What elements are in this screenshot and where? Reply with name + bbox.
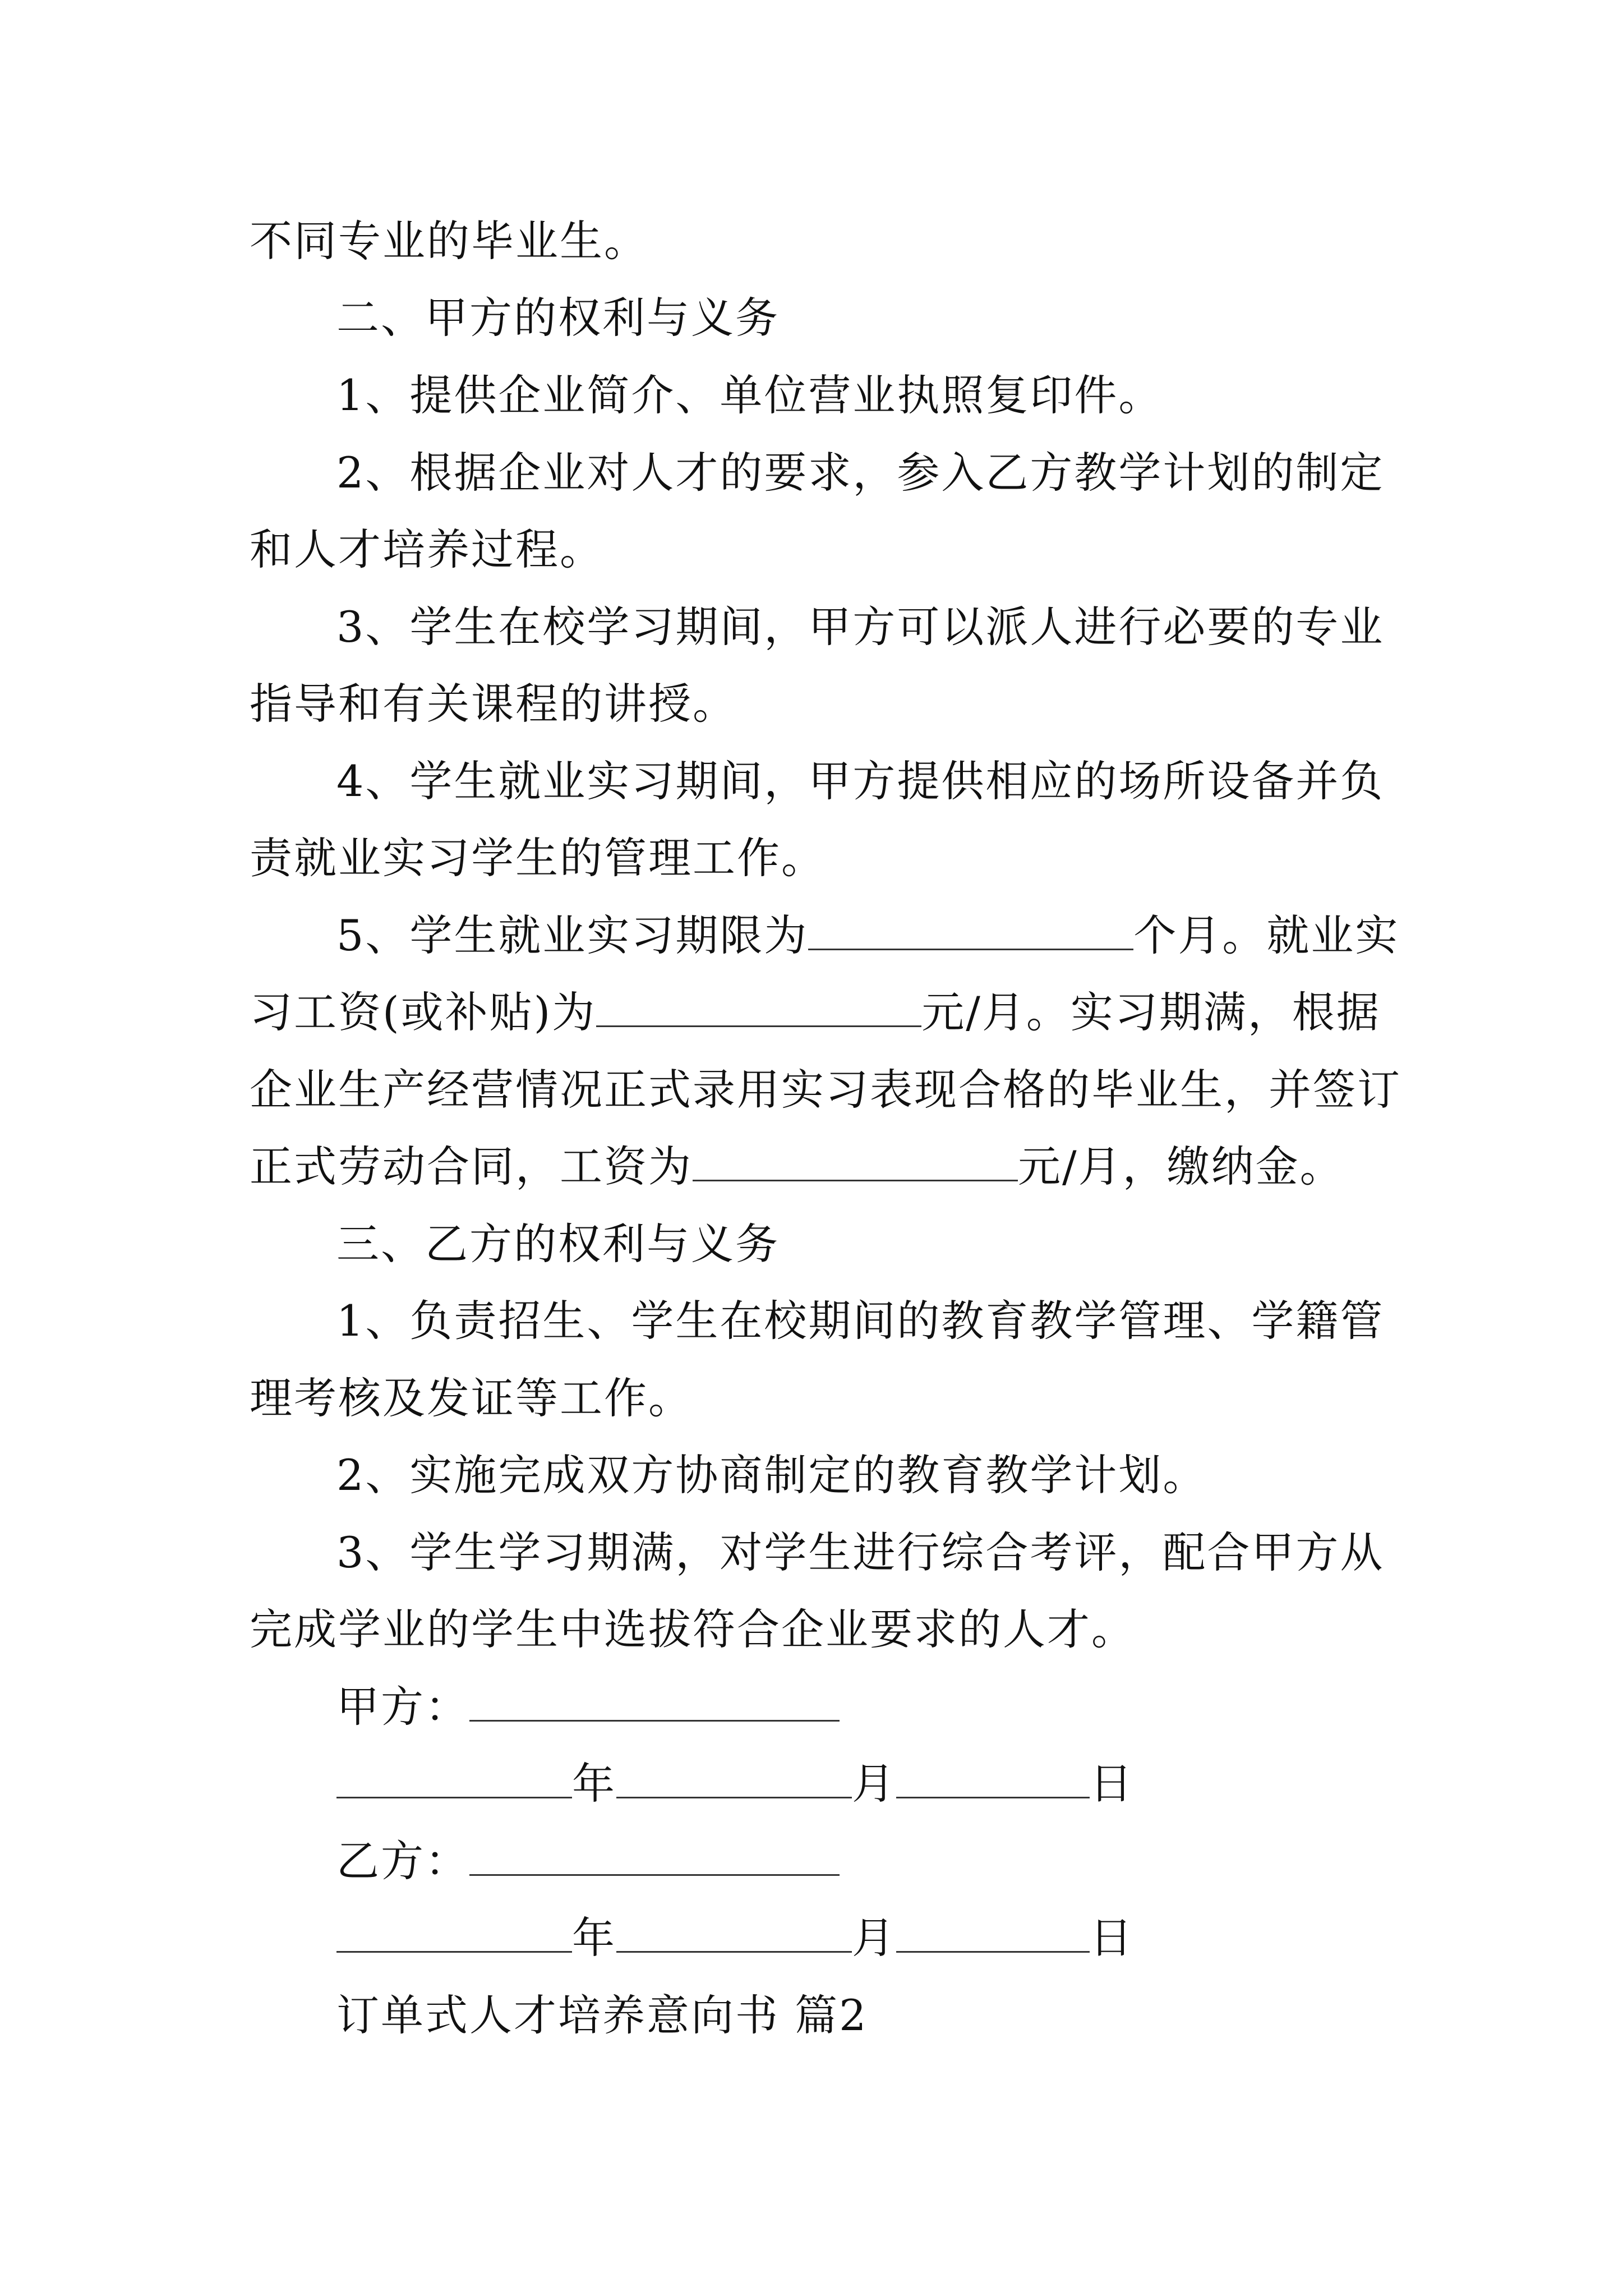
month-label: 月 — [852, 1759, 896, 1809]
item5-text: 5、学生就业实习期限为 — [336, 910, 809, 960]
party-b-signature-line — [336, 1833, 840, 1889]
paragraph-line: 指导和有关课程的讲授。 — [250, 679, 737, 729]
paragraph-line: 3、学生学习期满，对学生进行综合考评，配合甲方从 — [336, 1527, 1385, 1577]
party-b-date-line — [336, 1910, 1134, 1966]
paragraph-line: 责就业实习学生的管理工作。 — [250, 833, 826, 883]
party-b-month-blank[interactable] — [616, 1912, 852, 1953]
party-b-signature-blank[interactable] — [469, 1835, 840, 1876]
year-label: 年 — [572, 1913, 616, 1963]
item5-text: 正式劳动合同，工资为 — [250, 1142, 693, 1191]
day-label: 日 — [1090, 1759, 1134, 1809]
paragraph-line — [250, 984, 1381, 1041]
item5-text: 个月。就业实 — [1133, 910, 1400, 960]
section-heading-party-b: 三、乙方的权利与义务 — [336, 1219, 780, 1269]
party-a-label: 甲方： — [336, 1682, 469, 1732]
item5-text: 习工资(或补贴)为 — [250, 987, 597, 1037]
paragraph-line: 企业生产经营情况正式录用实习表现合格的毕业生，并签订 — [250, 1065, 1401, 1115]
internship-period-blank[interactable] — [808, 909, 1133, 950]
paragraph-line: 3、学生在校学习期间，甲方可以派人进行必要的专业 — [336, 602, 1385, 652]
internship-wage-blank[interactable] — [596, 986, 921, 1027]
section-heading-party-a: 二、甲方的权利与义务 — [336, 293, 780, 343]
party-b-year-blank[interactable] — [336, 1912, 572, 1953]
item5-text: 元/月。实习期满，根据 — [921, 987, 1381, 1037]
month-label: 月 — [852, 1913, 896, 1963]
paragraph-line — [336, 908, 1399, 964]
party-a-signature-line — [336, 1679, 840, 1735]
paragraph-line: 1、提供企业简介、单位营业执照复印件。 — [336, 370, 1163, 420]
item5-text: 元/月，缴纳金。 — [1018, 1142, 1344, 1191]
party-a-year-blank[interactable] — [336, 1757, 572, 1798]
paragraph-line: 理考核及发证等工作。 — [250, 1373, 693, 1423]
day-label: 日 — [1090, 1913, 1134, 1963]
party-b-day-blank[interactable] — [896, 1912, 1090, 1953]
formal-wage-blank[interactable] — [693, 1140, 1018, 1181]
party-a-date-line — [336, 1756, 1134, 1812]
party-b-label: 乙方： — [336, 1836, 469, 1886]
year-label: 年 — [572, 1759, 616, 1809]
paragraph-line: 2、根据企业对人才的要求，参入乙方教学计划的制定 — [336, 448, 1385, 498]
section-title: 订单式人才培养意向书 篇2 — [336, 1990, 868, 2040]
party-a-day-blank[interactable] — [896, 1757, 1090, 1798]
paragraph-line: 完成学业的学生中选拔符合企业要求的人才。 — [250, 1604, 1136, 1654]
paragraph-line: 4、学生就业实习期间，甲方提供相应的场所设备并负 — [336, 756, 1385, 806]
paragraph-line — [250, 1139, 1344, 1195]
paragraph-line: 2、实施完成双方协商制定的教育教学计划。 — [336, 1450, 1207, 1500]
paragraph-line: 和人才培养过程。 — [250, 524, 604, 574]
paragraph-line: 1、负责招生、学生在校期间的教育教学管理、学籍管 — [336, 1296, 1385, 1346]
party-a-signature-blank[interactable] — [469, 1681, 840, 1722]
party-a-month-blank[interactable] — [616, 1757, 852, 1798]
paragraph-line: 不同专业的毕业生。 — [250, 216, 648, 266]
